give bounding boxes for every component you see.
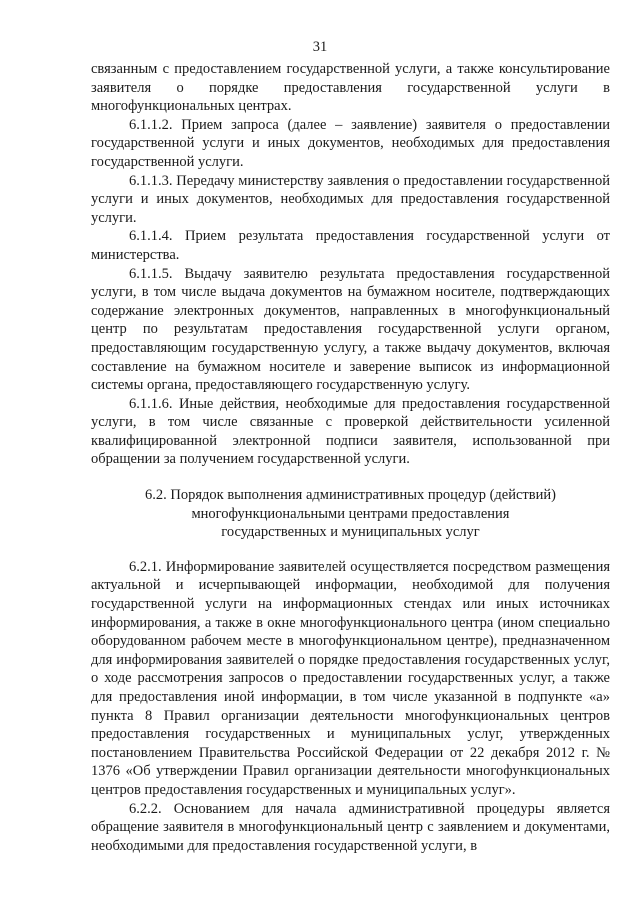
section-heading-6-2 xyxy=(91,486,610,542)
paragraph-6-1-1-4: 6.1.1.4. Прием результата предоставления государственной услуги от министерства. xyxy=(91,228,610,263)
paragraph-6-1-1-6: 6.1.1.6. Иные действия, необходимые для предоставления государственной услуги, в том числе связанные с проверкой действительности усиленной квалифицированной электронной подписи заявителя, использованной при обращении за получением государственной услуги. xyxy=(91,395,610,468)
paragraph-6-2-2: 6.2.2. Основанием для начала административной процедуры является обращение заявителя в многофункциональный центр с заявлением и документами, необходимыми для предоставления государственной услуги, в xyxy=(91,800,610,854)
paragraph-6-1-1-5: 6.1.1.5. Выдачу заявителю результата предоставления государственной услуги, в том числе выдача документов на бумажном носителе, подтверждающих содержание электронных документов, направленных в многофункциональный центр по результатам предоставления государственной услуги органом, предоставляющим государственную услугу, а также выдачу документов, включая составление на бумажном носителе и заверение выписок из информационной системы органа, предоставляющего государственную услугу. xyxy=(91,265,610,394)
page-number: 31 xyxy=(312,39,328,55)
section-heading-line: государственных и муниципальных услуг xyxy=(221,524,480,541)
paragraph-continuation: связанным с предоставлением государственной услуги, а также консультирование заявителя о порядке предоставления государственной услуги в многофункциональных центрах. xyxy=(91,61,610,115)
paragraph-6-1-1-3: 6.1.1.3. Передачу министерству заявления о предоставлении государственной услуги и иных документов, необходимых для предоставления государственной услуги. xyxy=(91,172,610,226)
paragraph-6-2-1: 6.2.1. Информирование заявителей осуществляется посредством размещения актуальной и исчерпывающей информации, необходимой для получения государственной услуги на информационных стендах или иных источниках информирования, а также в окне многофункционального центра (ином специально оборудованном рабочем месте в многофункциональном центре), предназначенном для информирования заявителей о порядке предоставления государственных услуг, о ходе рассмотрения запросов о предоставлении государственных услуг, а также для предоставления иной информации, в том числе указанной в подпункте «а» пункта 8 Правил организации деятельности многофункциональных центров предоставления государственных и муниципальных услуг, утвержденных постановлением Правительства Российской Федерации от 22 декабря 2012 г. № 1376 «Об утверждении Правил организации деятельности многофункциональных центров предоставления государственных и муниципальных услуг». xyxy=(91,558,610,798)
document-body xyxy=(91,60,610,855)
paragraph-6-1-1-2: 6.1.1.2. Прием запроса (далее – заявление) заявителя о предоставлении государственной услуги и иных документов, необходимых для предоставления государственной услуги. xyxy=(91,116,610,170)
section-heading-line: 6.2. Порядок выполнения административных процедур (действий) xyxy=(145,487,556,504)
section-heading-line: многофункциональными центрами предоставления xyxy=(191,505,510,522)
